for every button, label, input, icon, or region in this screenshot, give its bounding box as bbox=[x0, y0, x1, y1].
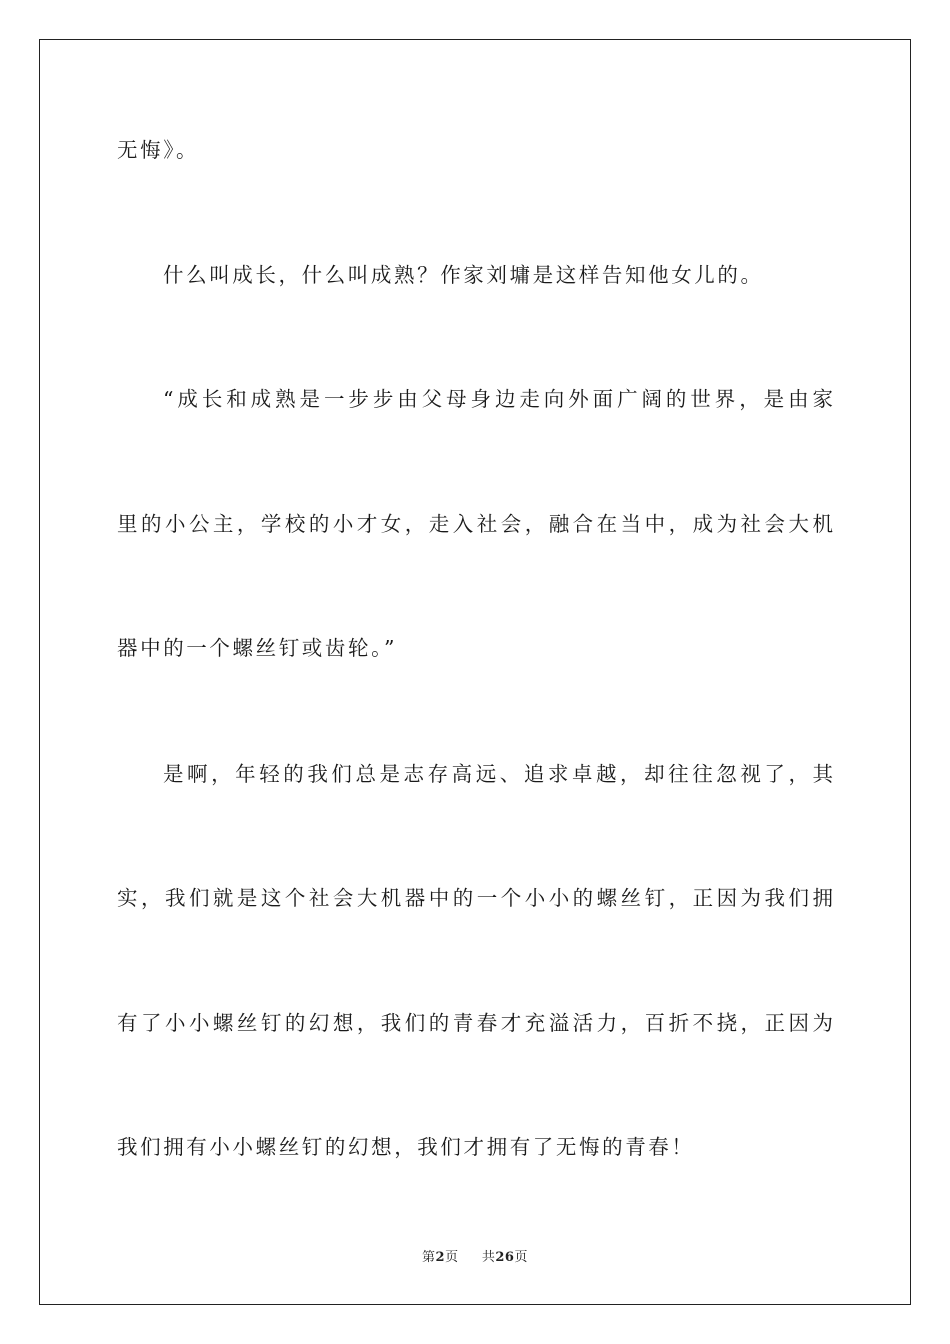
paragraph-line: “成长和成熟是一步步由父母身边走向外面广阔的世界，是由家 bbox=[163, 387, 833, 411]
page-total: 共26页 bbox=[481, 1250, 528, 1265]
paragraph-line: 器中的一个螺丝钉或齿轮。” bbox=[117, 636, 398, 660]
paragraph-line: 实，我们就是这个社会大机器中的一个小小的螺丝钉，正因为我们拥 bbox=[117, 886, 833, 910]
paragraph-line: 是啊，年轻的我们总是志存高远、追求卓越，却往往忽视了，其 bbox=[163, 762, 833, 786]
paragraph-line: 什么叫成长，什么叫成熟？作家刘墉是这样告知他女儿的。 bbox=[163, 263, 764, 287]
paragraph-line: 我们拥有小小螺丝钉的幻想，我们才拥有了无悔的青春！ bbox=[117, 1135, 695, 1159]
paragraph-line: 无悔》。 bbox=[117, 138, 200, 162]
page-footer bbox=[0, 1246, 950, 1265]
page-border bbox=[39, 39, 911, 1305]
paragraph-line: 有了小小螺丝钉的幻想，我们的青春才充溢活力，百折不挠，正因为 bbox=[117, 1011, 833, 1035]
page-number: 第2页 bbox=[422, 1250, 459, 1265]
paragraph-line: 里的小公主，学校的小才女，走入社会，融合在当中，成为社会大机 bbox=[117, 512, 833, 536]
